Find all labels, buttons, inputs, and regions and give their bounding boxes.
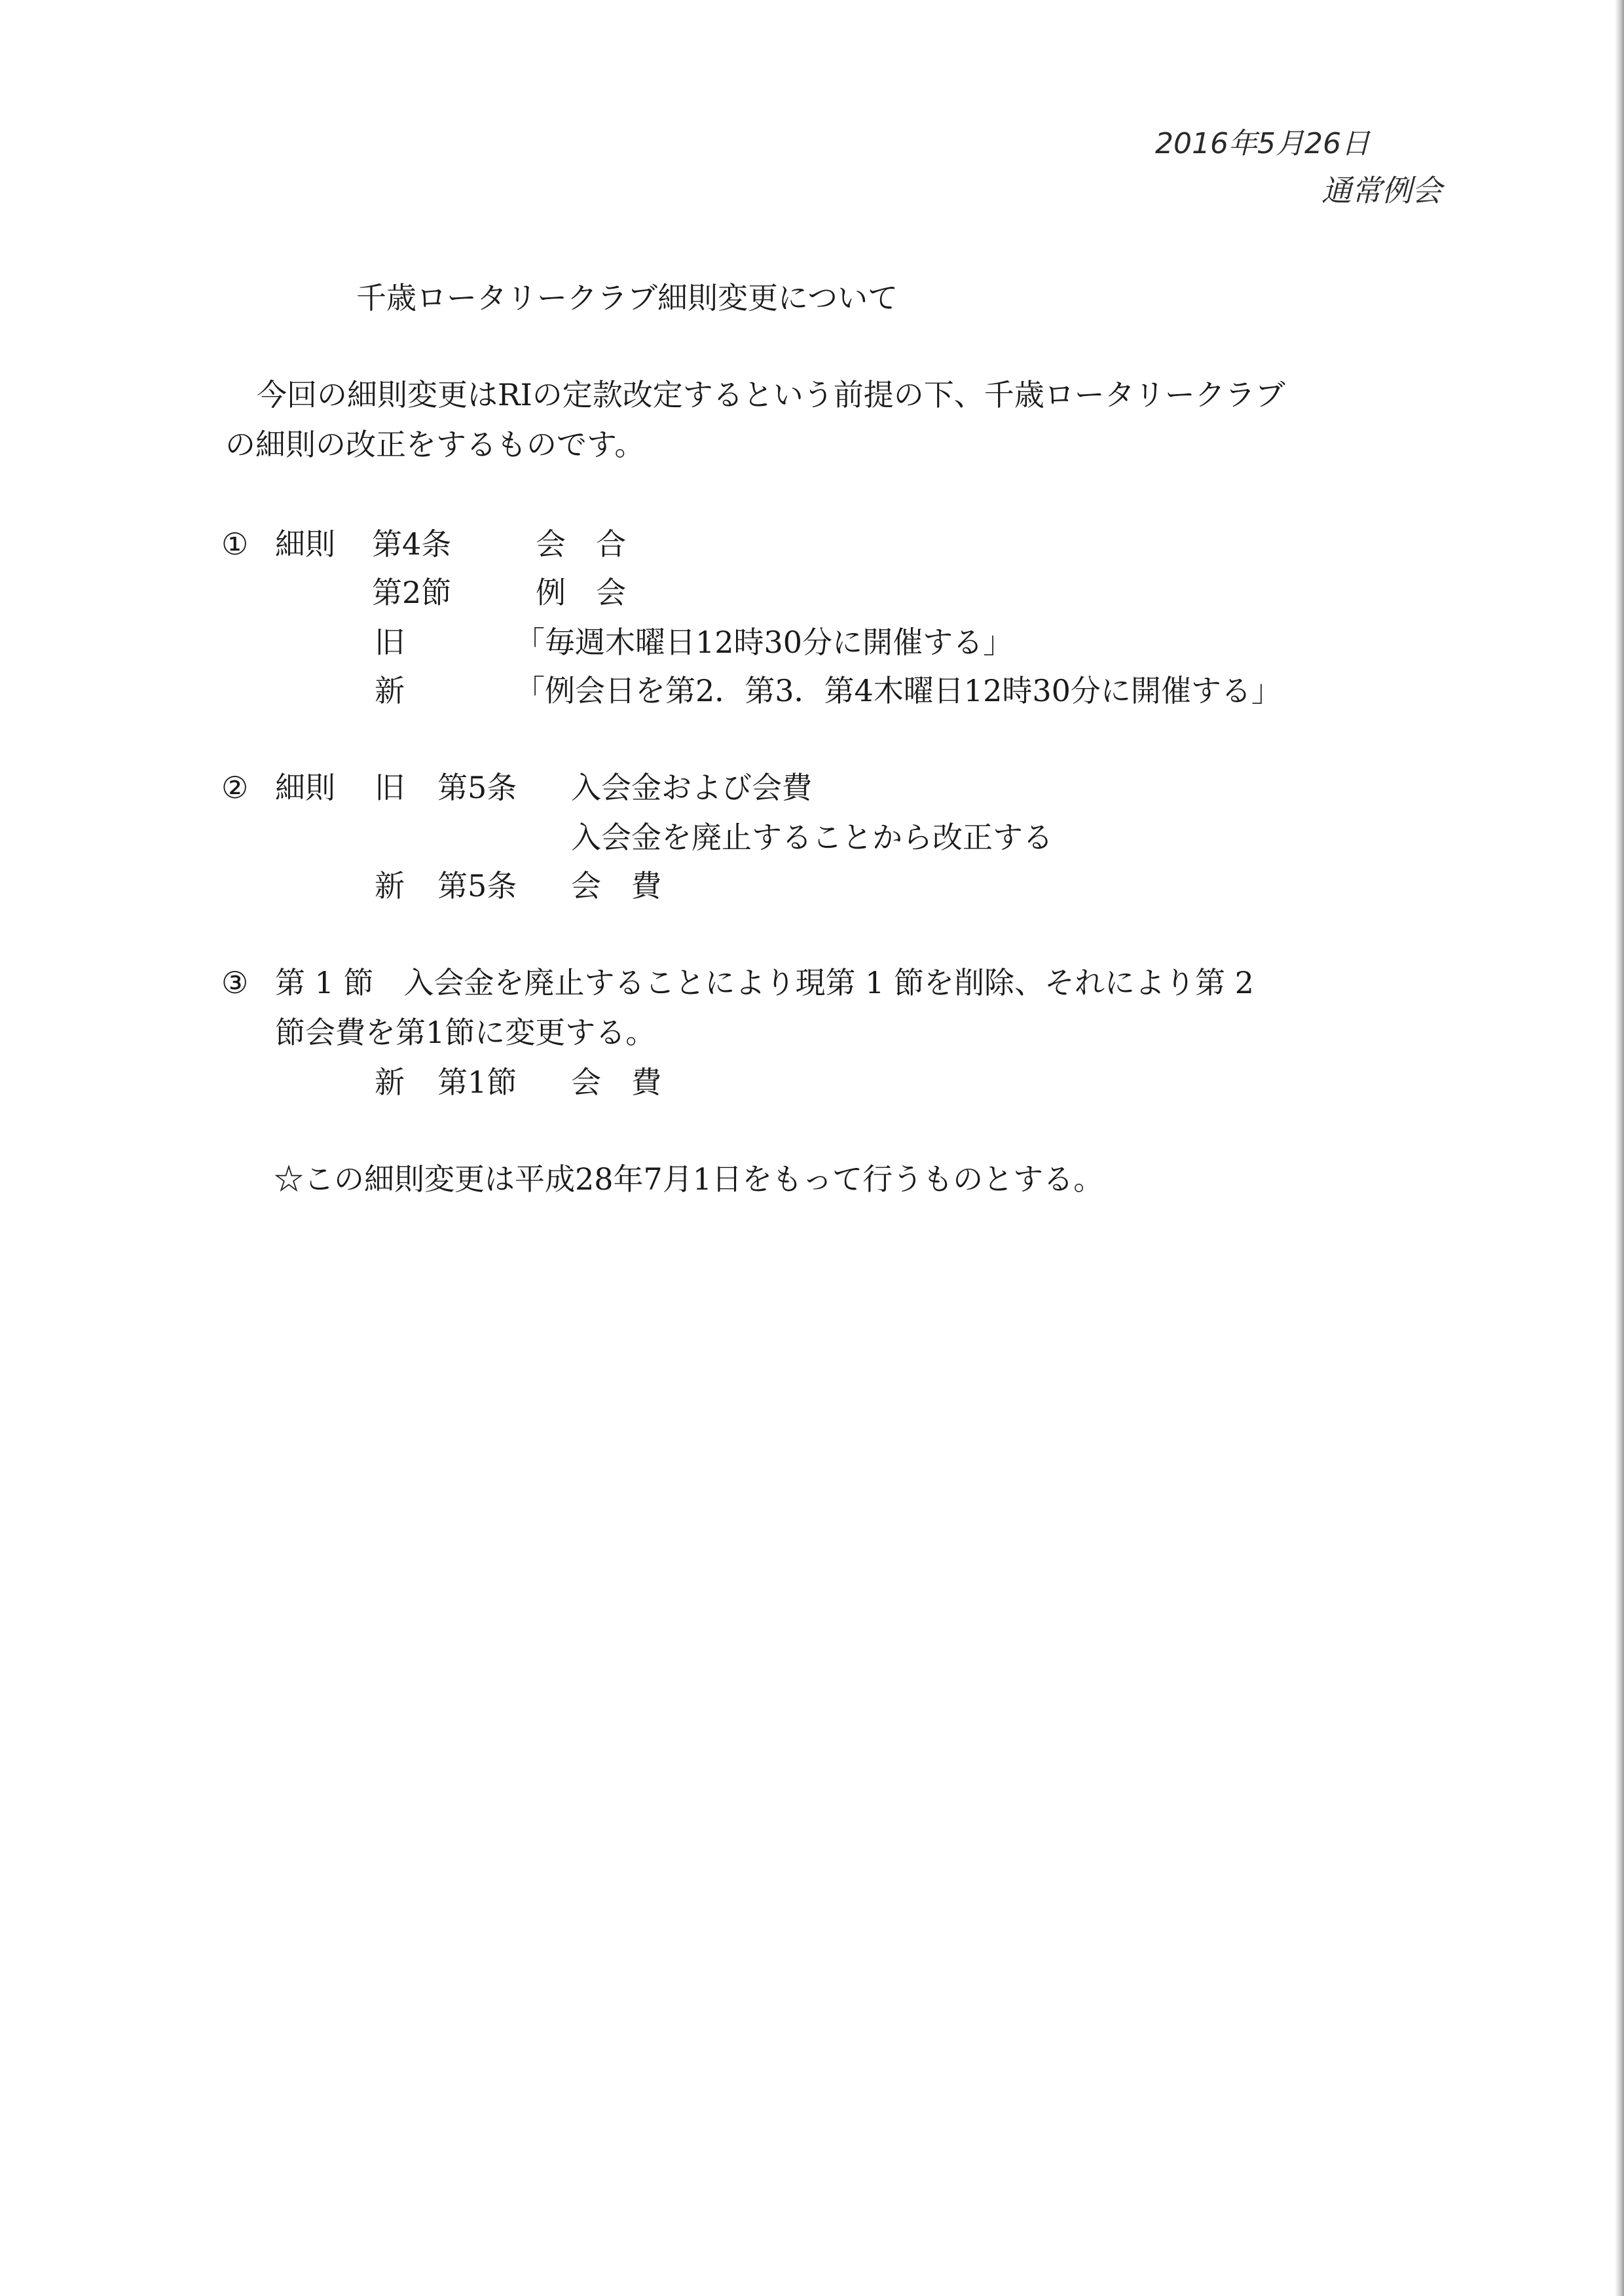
- document-title: 千歳ロータリークラブ細則変更について: [356, 280, 898, 316]
- item-2-old-name: 入会金および会費: [571, 770, 812, 805]
- item-1-article-name: 会 合: [536, 526, 626, 562]
- item-2-marker: ②: [221, 770, 249, 805]
- intro-line-1: 今回の細則変更はRIの定款改定するという前提の下、千歳ロータリークラブ: [257, 377, 1285, 412]
- item-1-old-text: 「毎週木曜日12時30分に開催する」: [515, 625, 1014, 660]
- handwritten-meeting-note: 通常例会: [1321, 173, 1442, 208]
- item-2-new-label: 新: [375, 868, 405, 903]
- intro-line-2: の細則の改正をするものです。: [225, 427, 645, 462]
- item-1-section-label: 第2節: [372, 575, 452, 610]
- item-3-new-section: 第1節: [437, 1065, 517, 1100]
- item-1-article-label: 第4条: [372, 526, 452, 562]
- item-3-new-label: 新: [375, 1065, 405, 1100]
- handwritten-date: 2016年5月26日: [1155, 127, 1370, 160]
- item-2-old-reason: 入会金を廃止することから改正する: [571, 820, 1053, 855]
- item-1-kind: 細則: [275, 526, 335, 562]
- item-1-new-label: 新: [375, 673, 405, 708]
- item-3-marker: ③: [221, 965, 249, 1000]
- item-3-line-1: 第 1 節 入会金を廃止することにより現第 1 節を削除、それにより第 2: [275, 965, 1254, 1000]
- item-2-kind: 細則: [275, 770, 335, 805]
- item-1-new-text: 「例会日を第2．第3．第4木曜日12時30分に開催する」: [515, 673, 1282, 708]
- item-2-new-name: 会 費: [571, 868, 661, 903]
- item-1-section-name: 例 会: [536, 575, 626, 610]
- item-1-old-label: 旧: [375, 625, 405, 660]
- item-3-line-2: 節会費を第1節に変更する。: [275, 1015, 656, 1050]
- item-2-old-article: 第5条: [437, 770, 517, 805]
- item-2-new-article: 第5条: [437, 868, 517, 903]
- item-2-old-label: 旧: [375, 770, 405, 805]
- item-1-marker: ①: [221, 526, 249, 562]
- scan-edge-shadow: [1615, 0, 1624, 2296]
- item-3-new-name: 会 費: [571, 1065, 661, 1100]
- effective-date-note: ☆この細則変更は平成28年7月1日をもって行うものとする。: [274, 1161, 1104, 1197]
